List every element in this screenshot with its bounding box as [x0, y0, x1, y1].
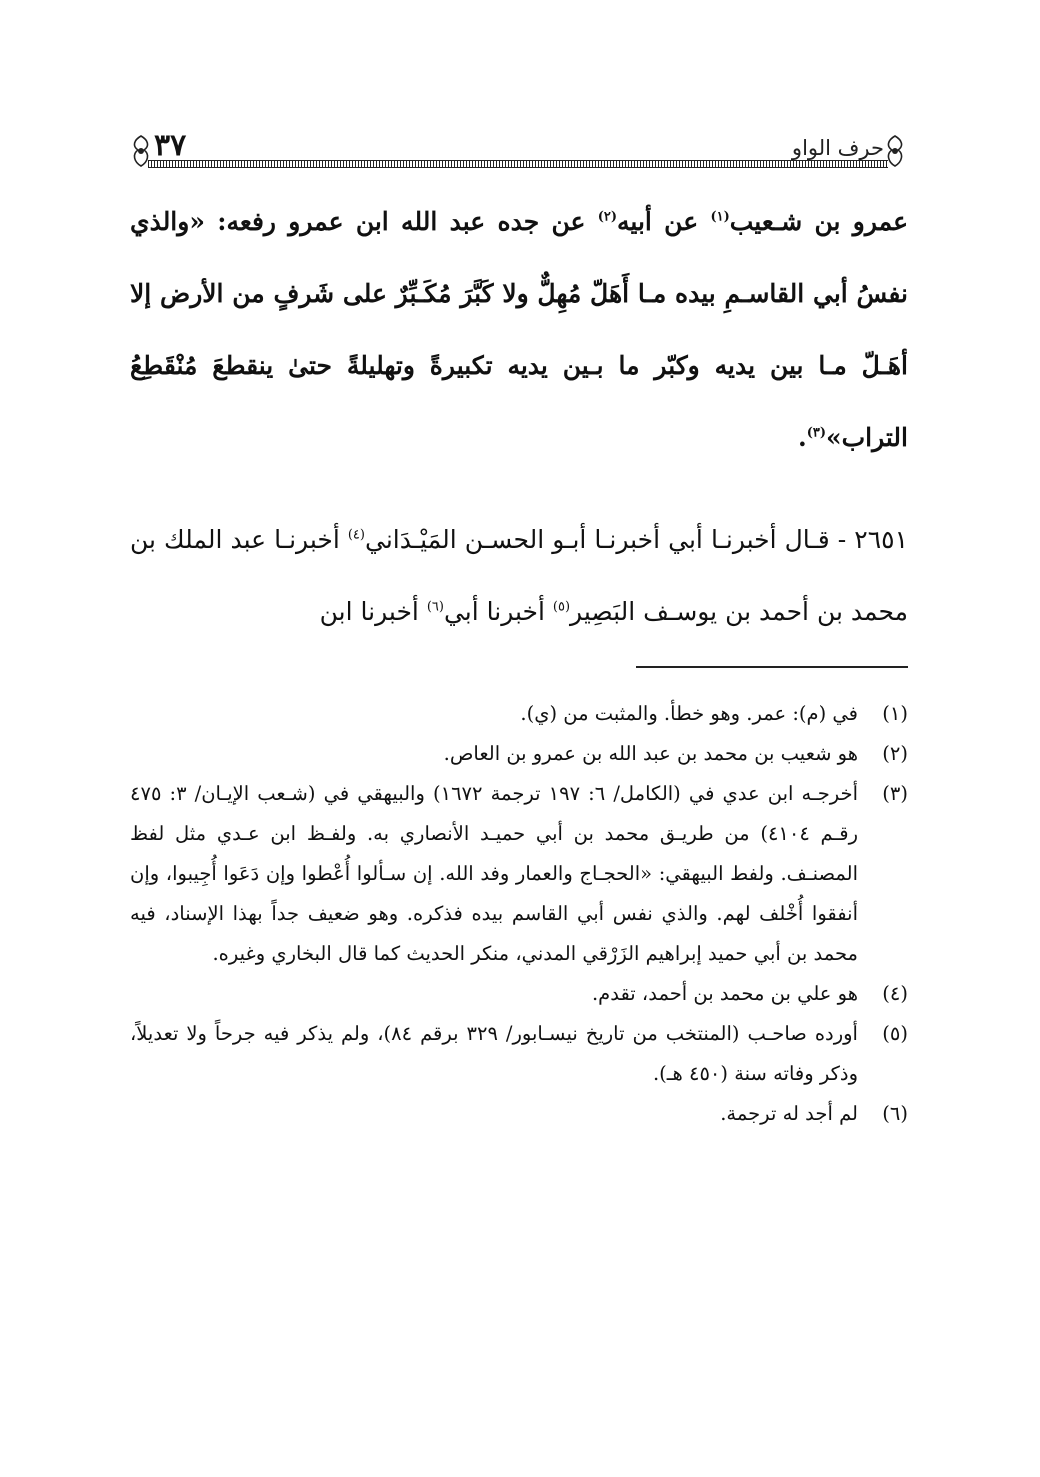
footnote-6: [130, 1094, 908, 1134]
footnote-number: (١): [882, 702, 908, 725]
footnote-4: [130, 974, 908, 1014]
text-run: عن أبيه: [617, 207, 711, 236]
header-rule: [148, 160, 888, 168]
text-run: عمرو بن شـعيب: [729, 207, 908, 236]
running-head-title: حرف الواو: [791, 136, 884, 160]
footnote-text: أورده صاحـب (المنتخب من تاريخ نيسـابور/ ٣٢٩ برقم ٨٤)، ولم يذكر فيه جرحاً ولا تعديلاً، وذكر وفاته سنة (٤٥٠ هـ).: [130, 1022, 858, 1085]
text-run: عن جده عبد الله ابن عمرو رفعه: «والذي نفسُ أبي القاسـمِ بيده مـا أَهَلّ مُهِلٌّ ولا كَبَّرَ مُكَـبِّرٌ على شَرفٍ من الأرض إلا أهَـلّ مـا بين يديه وكبّر ما بـين يديه تكبيرةً وتهليلةً حتىٰ ينقطعَ مُنْقَطِعُ التراب»: [130, 207, 908, 452]
footnote-2: [130, 734, 908, 774]
paragraph-hadith: [130, 186, 908, 474]
text-run: ٢٦٥١ - قـال أخبرنـا أبي أخبرنـا أبـو الحسـن المَيْـدَاني: [364, 525, 909, 554]
page-header: [128, 126, 908, 174]
footnote-ref: (٤): [347, 527, 365, 543]
footnote-number: (٣): [882, 782, 908, 805]
footnote-ref: (١): [710, 209, 730, 225]
footnote-number: (٦): [882, 1102, 908, 1125]
text-run: أخبرنا أبي: [443, 597, 553, 626]
footnote-text: في (م): عمر. وهو خطأ. والمثبت من (ي).: [520, 702, 858, 725]
main-text: [130, 186, 908, 648]
footnote-ref: (٢): [597, 209, 618, 225]
footnotes: [130, 694, 908, 1134]
footnote-ref: (٦): [426, 599, 444, 615]
footnote-ref: (٥): [552, 599, 571, 615]
footnote-text: لم أجد له ترجمة.: [720, 1102, 858, 1125]
footnote-3: [130, 774, 908, 974]
footnote-1: [130, 694, 908, 734]
text-run: .: [797, 423, 807, 452]
footnote-text: هو علي بن محمد بن أحمد، تقدم.: [591, 982, 858, 1005]
footnote-separator: [636, 666, 908, 668]
footnote-text: هو شعيب بن محمد بن عبد الله بن عمرو بن العاص.: [443, 742, 858, 765]
footnote-number: (٤): [882, 982, 908, 1005]
footnote-number: (٥): [882, 1022, 908, 1045]
paragraph-isnad: [130, 504, 908, 648]
text-run: أخبرنـا عبد الملك بن محمد بن أحمد بن يوسـف البَصِير: [130, 525, 908, 626]
footnote-text: أخرجـه ابن عدي في (الكامل/ ٦: ١٩٧ ترجمة ١٦٧٢) والبيهقي في (شـعب الإيـان/ ٣: ٤٧٥ رقـم ٤١٠٤) من طريـق محمد بن أبي حميـد الأنصاري به. ولفـظ ابن عـدي مثل لفظ المصنـف. ولفط البيهقي: «الحجـاج والعمار وفد الله. إن سـألوا أُعْطوا وإن دَعَوا أُجِيبوا، وإن أنفقوا أُخْلف لهم. والذي نفس أبي القاسم بيده فذكره. وهو ضعيف جداً بهذا الإسناد، فيه محمد بن أبي حميد إبراهيم الزَرْقي المدني، منكر الحديث كما قال البخاري وغيره.: [130, 782, 858, 965]
ornament-left-icon: [128, 134, 154, 168]
footnote-number: (٢): [882, 742, 908, 765]
text-run: أخبرنا ابن: [319, 597, 427, 626]
page-number: ٣٧: [154, 128, 187, 163]
footnote-5: [130, 1014, 908, 1094]
footnote-ref: (٣): [806, 425, 826, 441]
